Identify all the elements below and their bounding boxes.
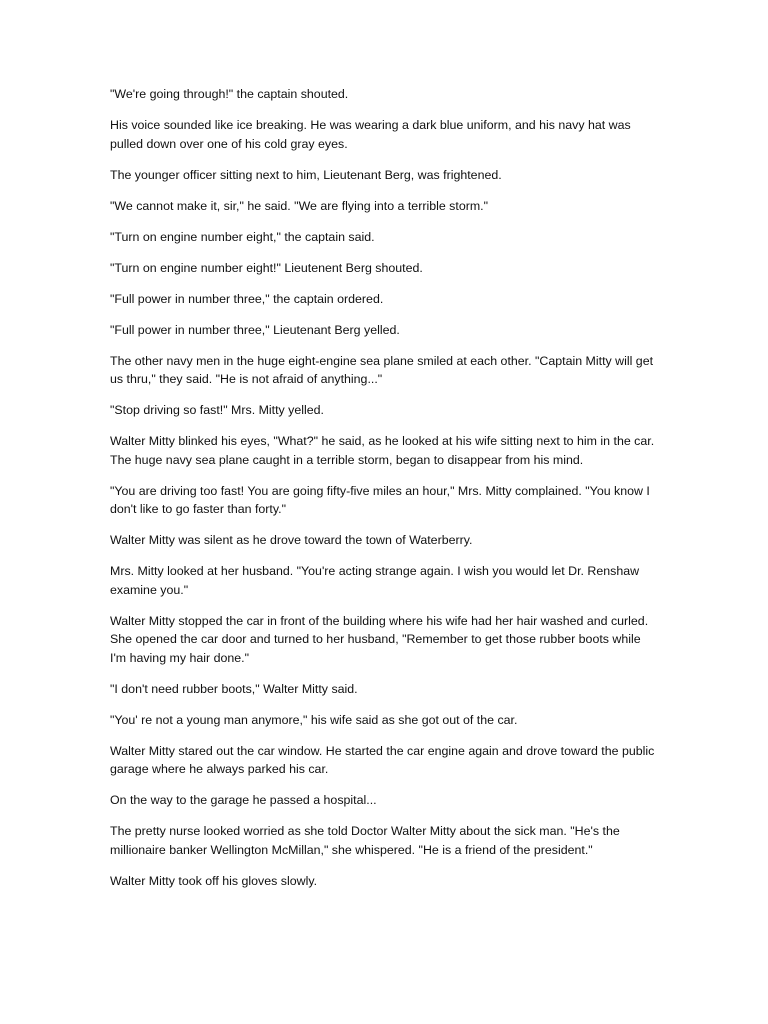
paragraph: Walter Mitty blinked his eyes, "What?" he said, as he looked at his wife sitting next to him in the car. The huge navy sea plane caught in a terrible storm, began to disappear from his mind. (110, 434, 655, 467)
paragraph: Walter Mitty was silent as he drove toward the town of Waterberry. (110, 533, 473, 547)
paragraph: "Full power in number three," Lieutenant Berg yelled. (110, 322, 400, 337)
paragraph: The younger officer sitting next to him, Lieutenant Berg, was frightened. (110, 167, 502, 182)
paragraph: "Stop driving so fast!" Mrs. Mitty yelled. (110, 403, 324, 417)
paragraph: Walter Mitty took off his gloves slowly. (110, 873, 318, 888)
paragraph: "Turn on engine number eight," the captain said. (110, 229, 375, 244)
paragraph: "Turn on engine number eight!" Lieutenent Berg shouted. (110, 260, 423, 275)
paragraph: "Full power in number three," the captain ordered. (110, 291, 384, 306)
paragraph: On the way to the garage he passed a hospital... (110, 793, 377, 807)
paragraph: "You are driving too fast! You are going fifty-five miles an hour," Mrs. Mitty complained. "You know I don't like to go faster than forty." (110, 483, 650, 516)
paragraph: "You' re not a young man anymore," his wife said as she got out of the car. (110, 712, 518, 727)
paragraph: Walter Mitty stopped the car in front of the building where his wife had her hair washed and curled. She opened the car door and turned to her husband, "Remember to get those rubber boots while I'm having my hair done." (110, 613, 649, 665)
paragraph: "We're going through!" the captain shouted. (110, 87, 349, 101)
paragraph: His voice sounded like ice breaking. He was wearing a dark blue uniform, and his navy hat was pulled down over one of his cold gray eyes. (110, 118, 631, 151)
paragraph: "I don't need rubber boots," Walter Mitty said. (110, 681, 358, 696)
paragraph: Walter Mitty stared out the car window. He started the car engine again and drove toward the public garage where he always parked his car. (110, 743, 655, 776)
document-body (110, 85, 660, 903)
paragraph: Mrs. Mitty looked at her husband. "You're acting strange again. I wish you would let Dr. Renshaw examine you." (110, 564, 640, 597)
paragraph: The pretty nurse looked worried as she told Doctor Walter Mitty about the sick man. "He's the millionaire banker Wellington McMillan," she whispered. "He is a friend of the president." (110, 824, 620, 857)
paragraph: The other navy men in the huge eight-engine sea plane smiled at each other. "Captain Mitty will get us thru," they said. "He is not afraid of anything..." (110, 353, 654, 386)
paragraph: "We cannot make it, sir," he said. "We are flying into a terrible storm." (110, 198, 488, 213)
